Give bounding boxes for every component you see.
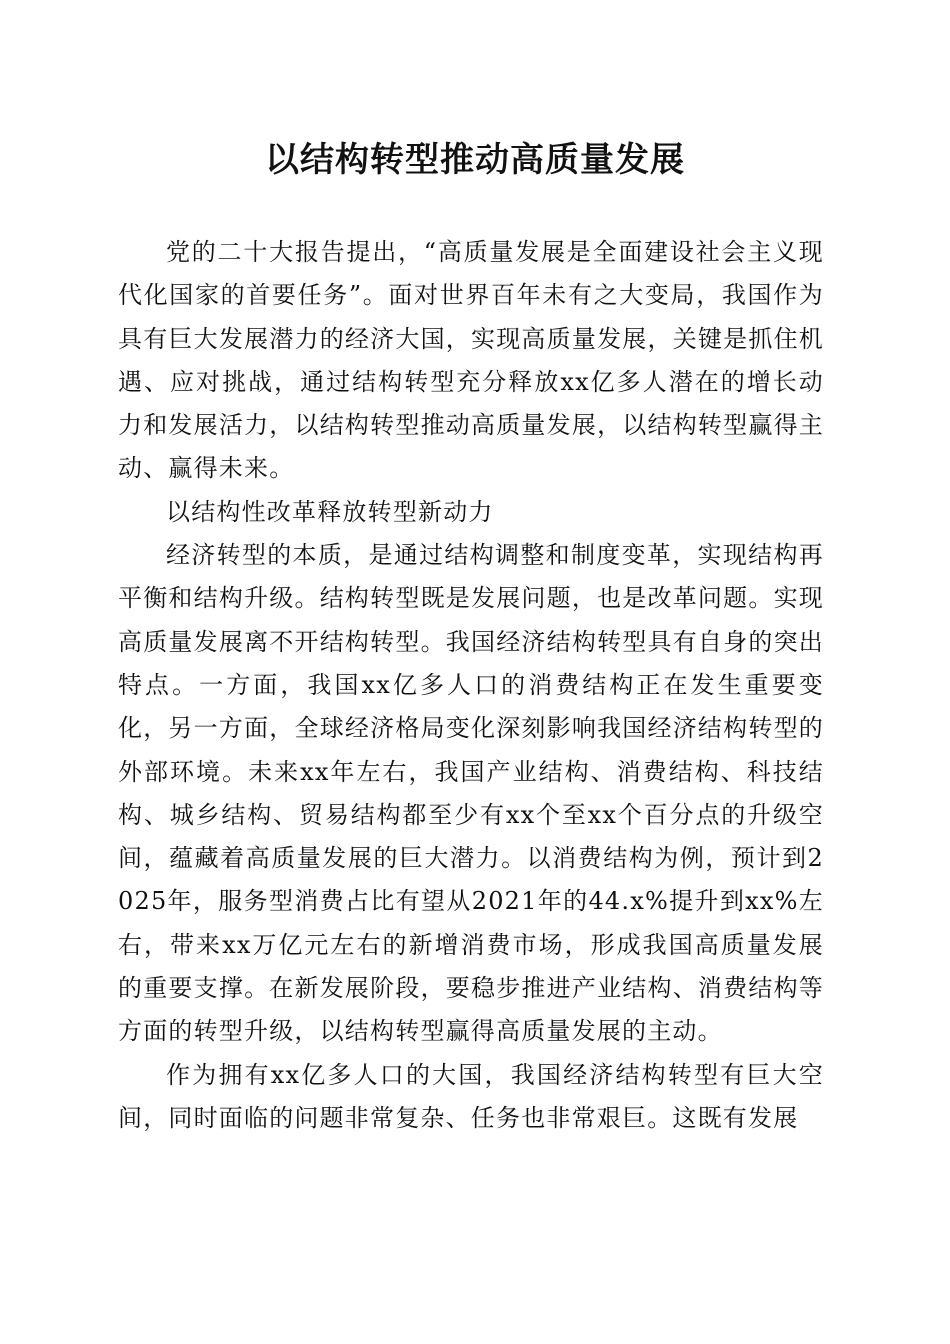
section-heading: 以结构性改革释放转型新动力 [166,497,494,526]
paragraph-intro: 党的二十大报告提出，“高质量发展是全面建设社会主义现代化国家的首要任务”。面对世界百年未有之大变局，我国作为具有巨大发展潜力的经济大国，实现高质量发展，关键是抓住机遇、应对挑战，通过结构转型充分释放xx亿多人潜在的增长动力和发展活力，以结构转型推动高质量发展，以结构转型赢得主动、赢得未来。 [118,238,824,483]
paragraph-transformation: 经济转型的本质，是通过结构调整和制度变革，实现结构再平衡和结构升级。结构转型既是发展问题，也是改革问题。实现高质量发展离不开结构转型。我国经济结构转型具有自身的突出特点。一方面，我国xx亿多人口的消费结构正在发生重要变化，另一方面，全球经济格局变化深刻影响我国经济结构转型的外部环境。未来xx年左右，我国产业结构、消费结构、科技结构、城乡结构、贸易结构都至少有xx个至xx个百分点的升级空间，蕴藏着高质量发展的巨大潜力。以消费结构为例，预计到2025年，服务型消费占比有望从2021年的44.x%提升到xx%左右，带来xx万亿元左右的新增消费市场，形成我国高质量发展的重要支撑。在新发展阶段，要稳步推进产业结构、消费结构等方面的转型升级，以结构转型赢得高质量发展的主动。 [118,541,824,1046]
document-title: 以结构转型推动高质量发展 [265,140,685,180]
document-body [118,231,824,1140]
paragraph-large-country: 作为拥有xx亿多人口的大国，我国经济结构转型有巨大空间，同时面临的问题非常复杂、任务也非常艰巨。这既有发展 [118,1060,824,1132]
